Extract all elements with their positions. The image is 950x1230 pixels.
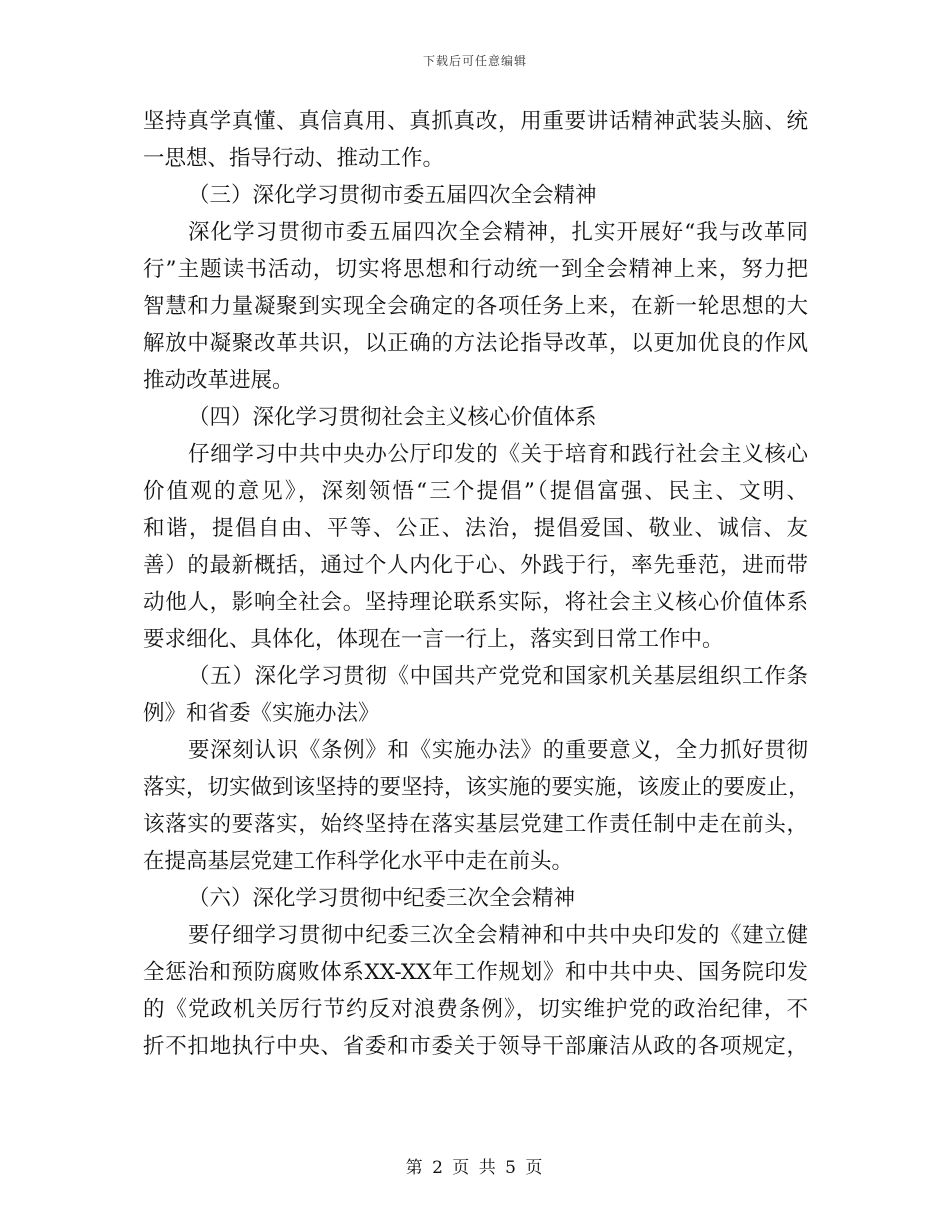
- section-heading: （六）深化学习贯彻中纪委三次全会精神: [188, 886, 576, 911]
- text-line: 仔细学习中共中央办公厅印发的《关于培育和践行社会主义核心: [188, 442, 808, 467]
- text-line: 深化学习贯彻市委五届四次全会精神，扎实开展好“我与改革同: [188, 220, 808, 245]
- text-line: 智慧和力量凝聚到实现全会确定的各项任务上来，在新一轮思想的大: [143, 294, 808, 319]
- text-line: 解放中凝聚改革共识，以正确的方法论指导改革，以更加优良的作风: [143, 331, 808, 356]
- text-line: 该落实的要落实，始终坚持在落实基层党建工作责任制中走在前头，: [143, 812, 808, 837]
- section-heading: （三）深化学习贯彻市委五届四次全会精神: [188, 183, 597, 208]
- section-heading-continued: 例》和省委《实施办法》: [143, 701, 380, 726]
- text-line: 落实，切实做到该坚持的要坚持，该实施的要实施，该废止的要废止，: [143, 775, 810, 800]
- text-line: 在提高基层党建工作科学化水平中走在前头。: [143, 849, 574, 874]
- text-line: 全惩治和预防腐败体系XX-XX年工作规划》和中共中央、国务院印发: [143, 960, 808, 985]
- page-header: 下载后可任意编辑: [422, 54, 527, 68]
- text-line: 坚持真学真懂、真信真用、真抓真改，用重要讲话精神武装头脑、统: [143, 109, 808, 134]
- section-heading: （五）深化学习贯彻《中国共产党党和国家机关基层组织工作条: [188, 664, 808, 689]
- page-number-footer: 第 2 页 共 5 页: [405, 1158, 545, 1178]
- text-line: 行”主题读书活动，切实将思想和行动统一到全会精神上来，努力把: [143, 257, 808, 282]
- text-line: 善）的最新概括，通过个人内化于心、外践于行，率先垂范，进而带: [143, 553, 808, 578]
- text-line: 价值观的意见》，深刻领悟“三个提倡”（提倡富强、民主、文明、: [143, 479, 808, 504]
- text-line: 要深刻认识《条例》和《实施办法》的重要意义，全力抓好贯彻: [188, 738, 808, 763]
- text-line: 动他人，影响全社会。坚持理论联系实际，将社会主义核心价值体系: [143, 590, 808, 615]
- text-line: 要求细化、具体化，体现在一言一行上，落实到日常工作中。: [143, 627, 724, 652]
- text-line: 一思想、指导行动、推动工作。: [143, 146, 445, 171]
- text-line: 的《党政机关厉行节约反对浪费条例》，切实维护党的政治纪律，不: [143, 997, 808, 1022]
- text-line: 要仔细学习贯彻中纪委三次全会精神和中共中央印发的《建立健: [188, 923, 808, 948]
- text-line: 和谐，提倡自由、平等、公正、法治，提倡爱国、敬业、诚信、友: [143, 516, 808, 541]
- section-heading: （四）深化学习贯彻社会主义核心价值体系: [188, 405, 597, 430]
- document-body: [143, 103, 808, 1065]
- text-line: 推动改革进展。: [143, 368, 294, 393]
- text-line: 折不扣地执行中央、省委和市委关于领导干部廉洁从政的各项规定，: [143, 1034, 808, 1059]
